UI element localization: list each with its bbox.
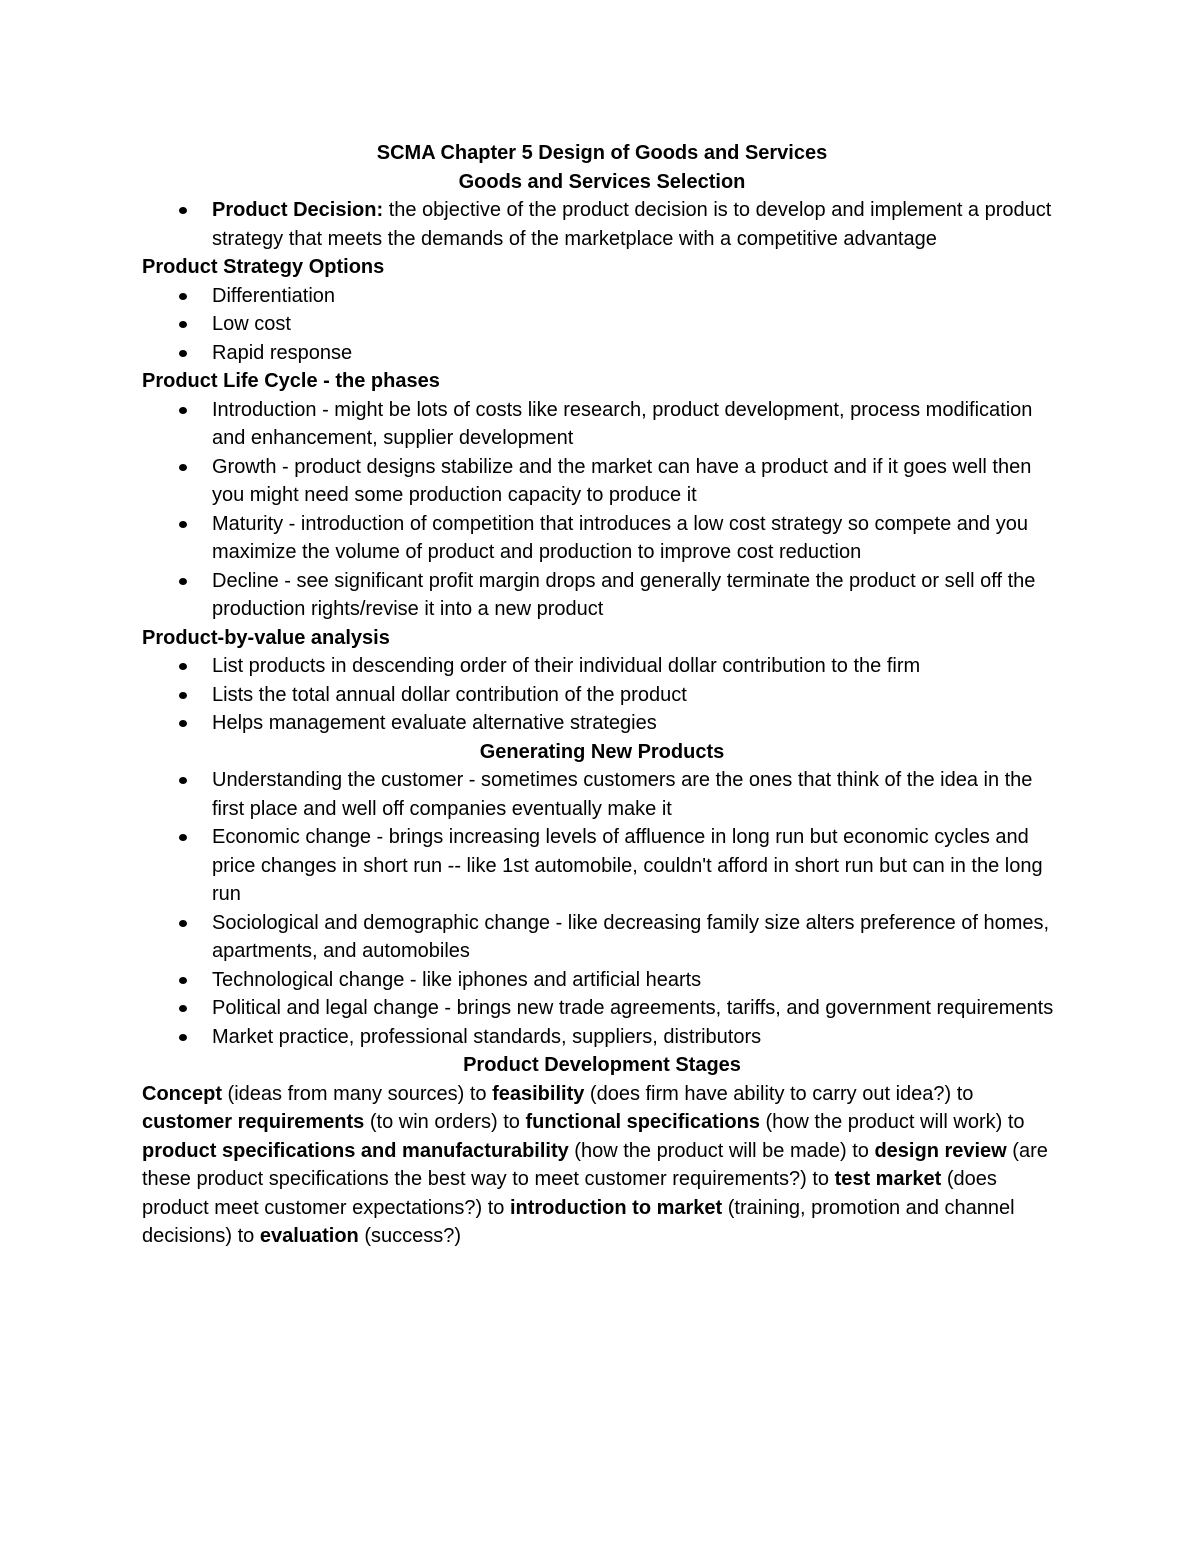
- heading-dev-stages: Product Development Stages: [463, 1054, 741, 1076]
- list-item: Differentiation: [142, 282, 1062, 311]
- dev-stages-paragraph: [142, 1080, 1062, 1251]
- list-item: Lists the total annual dollar contribution of the product: [142, 681, 1062, 710]
- list-new-products: [142, 766, 1062, 1051]
- stage-text: (ideas from many sources) to: [222, 1082, 493, 1105]
- heading-strategy-options: Product Strategy Options: [142, 256, 385, 278]
- stage-term: test market: [834, 1168, 942, 1190]
- list-item: [142, 196, 1062, 253]
- list-item: Helps management evaluate alternative strategies: [142, 709, 1062, 738]
- list-item: Maturity - introduction of competition that introduces a low cost strategy so compete and you maximize the volume of product and production to improve cost reduction: [142, 510, 1062, 567]
- stage-term: design review: [874, 1139, 1007, 1162]
- stage-text: (how the product will be made) to: [568, 1139, 875, 1162]
- stage-term: evaluation: [259, 1225, 359, 1247]
- stage-text: (does product meet customer expectations?) to: [142, 1168, 997, 1219]
- stage-term: functional specifications: [525, 1111, 760, 1133]
- stage-term: feasibility: [492, 1082, 585, 1105]
- list-item: Rapid response: [142, 339, 1062, 368]
- list-item: Introduction - might be lots of costs like research, product development, process modification and enhancement, supplier development: [142, 396, 1062, 453]
- list-life-cycle: [142, 396, 1062, 624]
- list-item: Political and legal change - brings new trade agreements, tariffs, and government requirements: [142, 994, 1062, 1023]
- term-product-decision: Product Decision:: [212, 199, 384, 221]
- document-page: [142, 139, 1062, 1251]
- list-item: Understanding the customer - sometimes customers are the ones that think of the idea in the first place and well off companies eventually make it: [142, 766, 1062, 823]
- heading-goods-services: Goods and Services Selection: [458, 170, 746, 193]
- stage-text: (to win orders) to: [364, 1111, 526, 1133]
- stage-text: (training, promotion and channel decisions) to: [142, 1196, 1015, 1247]
- list-item: Decline - see significant profit margin drops and generally terminate the product or sell off the production rights/revise it into a new product: [142, 567, 1062, 624]
- stage-text: (how the product will work) to: [759, 1111, 1025, 1133]
- stage-term: product specifications and manufacturability: [142, 1139, 569, 1162]
- list-strategy-options: [142, 282, 1062, 368]
- list-item-text: the objective of the product decision is to develop and implement a product strategy that meets the demands of the marketplace with a competitive advantage: [212, 199, 1052, 250]
- document-title: SCMA Chapter 5 Design of Goods and Services: [376, 142, 828, 164]
- list-item: Sociological and demographic change - like decreasing family size alters preference of homes, apartments, and automobiles: [142, 909, 1062, 966]
- stage-term: introduction to market: [509, 1196, 723, 1219]
- stage-term: Concept: [142, 1082, 222, 1105]
- list-item: Low cost: [142, 310, 1062, 339]
- list-item: Market practice, professional standards, suppliers, distributors: [142, 1023, 1062, 1052]
- heading-value-analysis: Product-by-value analysis: [142, 626, 390, 649]
- list-item: Technological change - like iphones and artificial hearts: [142, 966, 1062, 995]
- list-item: Growth - product designs stabilize and the market can have a product and if it goes well then you might need some production capacity to produce it: [142, 453, 1062, 510]
- list-goods-services: [142, 196, 1062, 253]
- list-value-analysis: [142, 652, 1062, 738]
- stage-text: (are these product specifications the best way to meet customer requirements?) to: [142, 1139, 1048, 1190]
- stage-text: (success?): [358, 1225, 462, 1247]
- heading-new-products: Generating New Products: [479, 740, 725, 763]
- heading-life-cycle: Product Life Cycle - the phases: [142, 370, 440, 392]
- list-item: Economic change - brings increasing levels of affluence in long run but economic cycles and price changes in short run -- like 1st automobile, couldn't afford in short run but can in the long run: [142, 823, 1062, 909]
- stage-text: (does firm have ability to carry out idea?) to: [584, 1082, 974, 1105]
- list-item: List products in descending order of their individual dollar contribution to the firm: [142, 652, 1062, 681]
- stage-term: customer requirements: [142, 1111, 365, 1133]
